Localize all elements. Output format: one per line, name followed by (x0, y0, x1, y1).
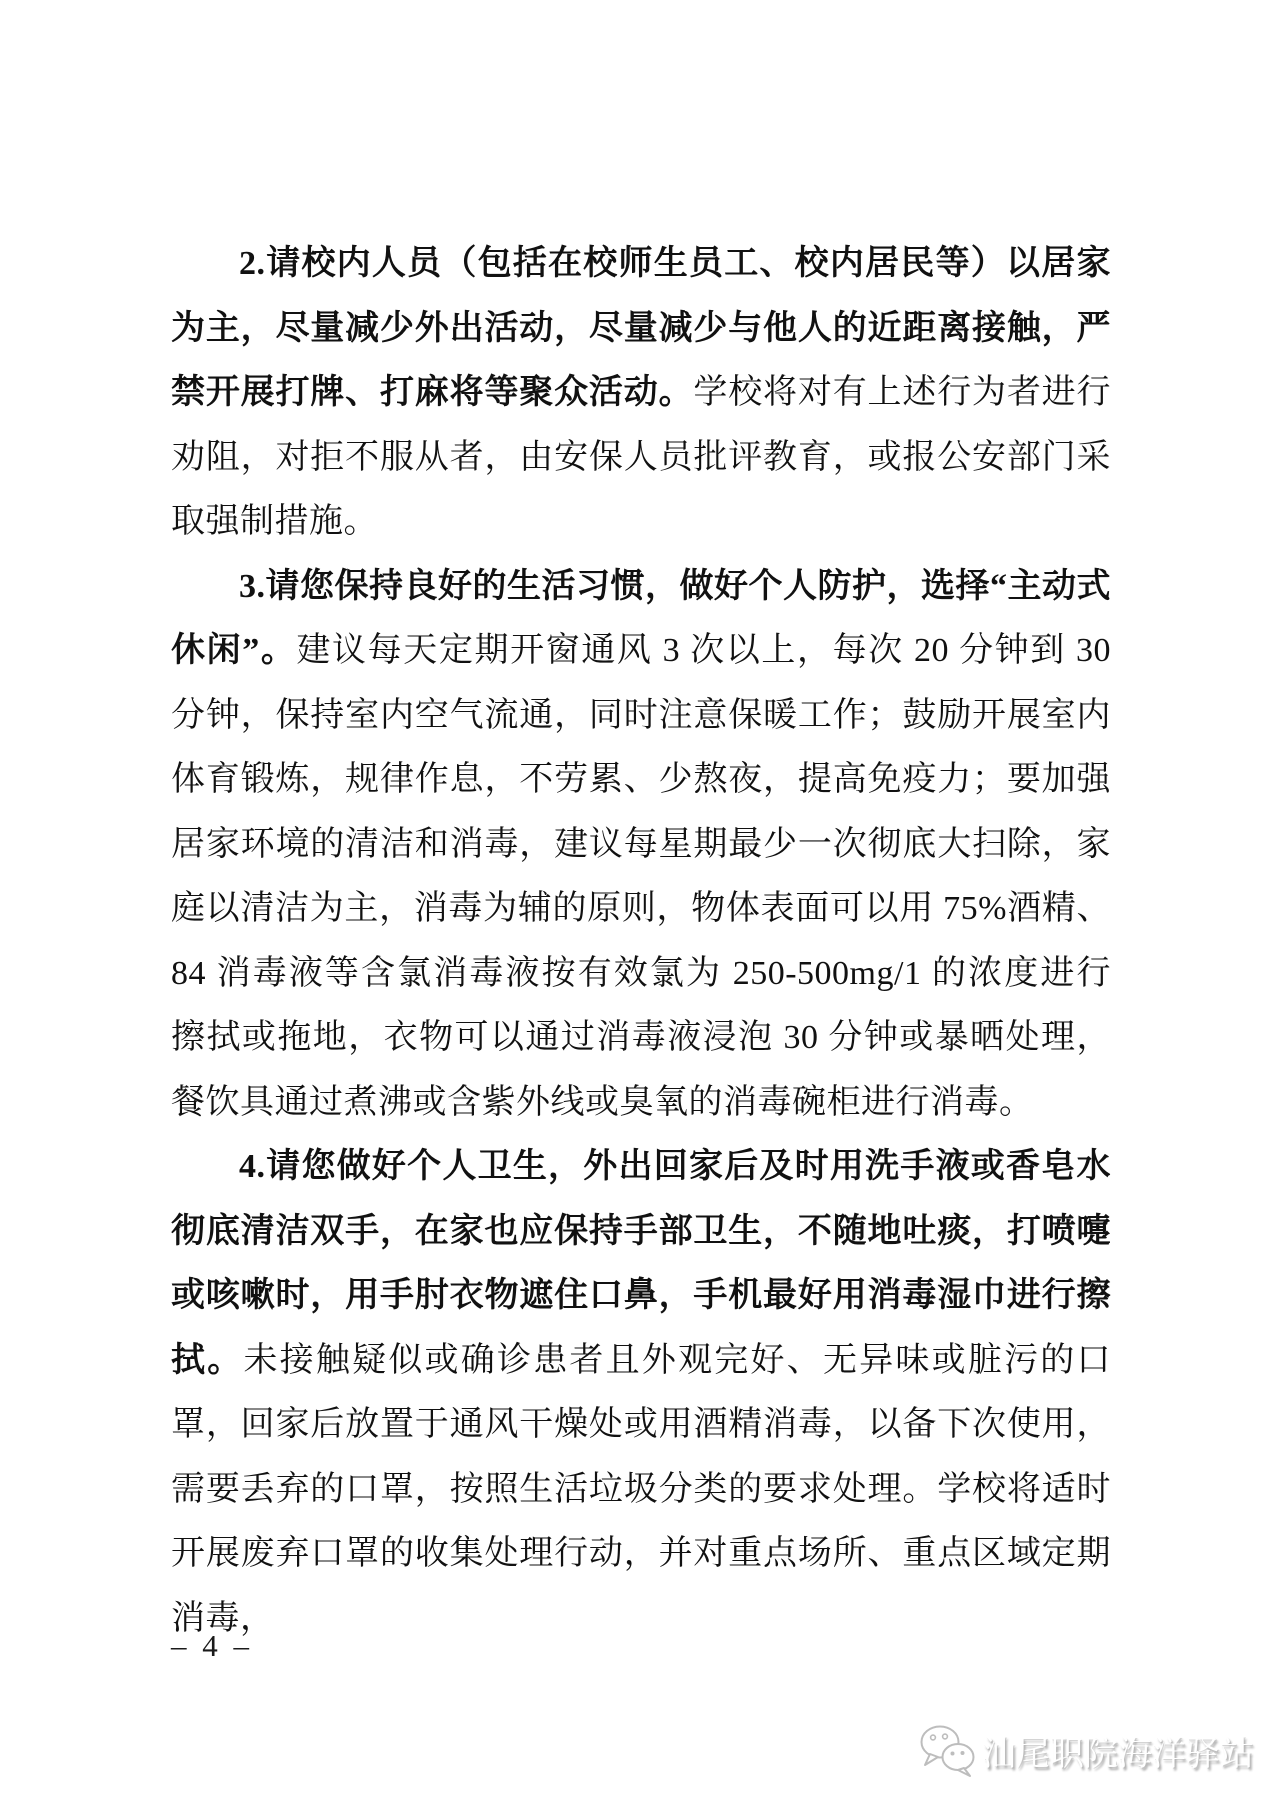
watermark (918, 1720, 1254, 1780)
paragraph-3-regular-text: 建议每天定期开窗通风 3 次以上，每次 20 分钟到 30 分钟，保持室内空气流通，同时注意保暖工作；鼓励开展室内体育锻炼，规律作息，不劳累、少熬夜，提高免疫力；要加强居家环境的清洁和消毒，建议每星期最少一次彻底大扫除，家庭以清洁为主，消毒为辅的原则，物体表面可以用 75%酒精、84 消毒液等含氯消毒液按有效氯为 250-500mg/1 的浓度进行擦拭或拖地，衣物可以通过消毒液浸泡 30 分钟或暴晒处理，餐饮具通过煮沸或含紫外线或臭氧的消毒碗柜进行消毒。 (171, 632, 1112, 1121)
paragraph-3 (171, 555, 1111, 1136)
paragraph-4-regular-text: 未接触疑似或确诊患者且外观完好、无异味或脏污的口罩，回家后放置于通风干燥处或用酒精消毒，以备下次使用，需要丢弃的口罩，按照生活垃圾分类的要求处理。学校将适时开展废弃口罩的收集处理行动，并对重点场所、重点区域定期消毒， (171, 1341, 1112, 1637)
paragraph-4-bold-text: 4.请您做好个人卫生，外出回家后及时用洗手液或香皂水彻底清洁双手，在家也应保持手部卫生，不随地吐痰，打喷嚏或咳嗽时，用手肘衣物遮住口鼻，手机最好用消毒湿巾进行擦拭。 (171, 1148, 1111, 1379)
page-number: – 4 – (171, 1628, 253, 1663)
paragraph-4 (171, 1135, 1111, 1651)
paragraph-2 (171, 232, 1111, 555)
paragraph-2-bold-text: 2.请校内人员（包括在校师生员工、校内居民等）以居家为主，尽量减少外出活动，尽量减少与他人的近距离接触，严禁开展打牌、打麻将等聚众活动。 (171, 245, 1111, 411)
paragraph-2-regular-text: 学校将对有上述行为者进行劝阻，对拒不服从者，由安保人员批评教育，或报公安部门采取强制措施。 (171, 374, 1112, 540)
paragraph-3-bold-text: 3.请您保持良好的生活习惯，做好个人防护，选择“主动式休闲”。 (171, 567, 1111, 669)
wechat-icon (918, 1723, 976, 1777)
document-body (171, 232, 1111, 1651)
watermark-label: 汕尾职院海洋驿站 (982, 1734, 1254, 1773)
